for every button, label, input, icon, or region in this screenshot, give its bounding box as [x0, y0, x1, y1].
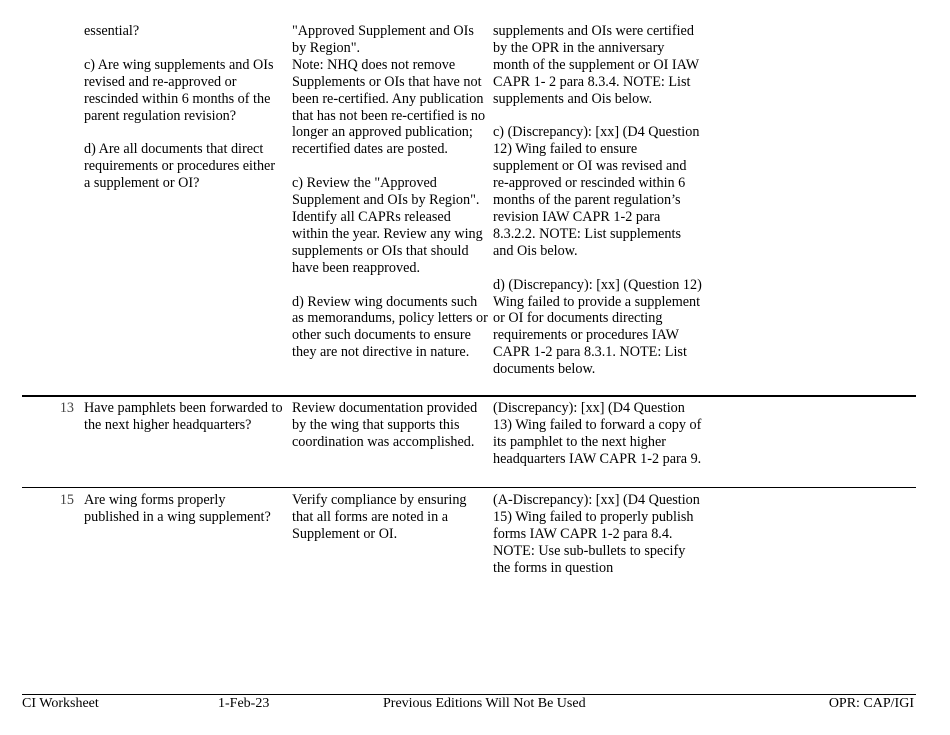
- question-text: essential? c) Are wing supplements and OIs revised and re-approved or rescinded within 6 months of the parent regulation revision? d) Are all documents that direct requirements or procedures either a supplement or OI?: [84, 23, 276, 192]
- finding-text: (A-Discrepancy): [xx] (D4 Question 15) Wing failed to properly publish forms IAW CAPR 1-2 para 8.4. NOTE: Use sub-bullets to specify the forms in question: [493, 492, 700, 576]
- procedure-text: "Approved Supplement and OIs by Region". Note: NHQ does not remove Supplements or OIs that have not been re-certified. Any publication that has not been re-certified is no longer an approved publication; recertified dates are posted. c) Review the "Approved Supplement and OIs by Region". Identify all CAPRs released within the year. Review any wing supplements or OIs that should have been reapproved. d) Review wing documents such as memorandums, policy letters or other such documents to ensure they are not directive in nature.: [292, 23, 488, 361]
- row-divider: [22, 395, 916, 397]
- footer-divider: [22, 694, 916, 695]
- finding-text: supplements and OIs were certified by the OPR in the anniversary month of the supplement or OI IAW CAPR 1- 2 para 8.3.4. NOTE: List supplements and Ois below. c) (Discrepancy): [xx] (D4 Question 12) Wing failed to ensure supplement or OI was revised and re-approved or rescinded within 6 months of the parent regulation’s revision IAW CAPR 1-2 para 8.3.2.2. NOTE: List supplements and Ois below. d) (Discrepancy): [xx] (Question 12) Wing failed to provide a supplement or OI for documents directing requirements or procedures IAW CAPR 1-2 para 8.3.1. NOTE: List documents below.: [493, 23, 702, 378]
- question-text: Are wing forms properly published in a wing supplement?: [84, 492, 271, 525]
- footer-date: 1-Feb-23: [218, 696, 270, 711]
- finding-text: (Discrepancy): [xx] (D4 Question 13) Wing failed to forward a copy of its pamphlet to the next higher headquarters IAW CAPR 1-2 para 9.: [493, 400, 702, 467]
- question-number: 15: [59, 492, 74, 508]
- footer-opr: OPR: CAP/IGI: [828, 696, 914, 711]
- question-text: Have pamphlets been forwarded to the next higher headquarters?: [84, 400, 283, 433]
- procedure-text: Verify compliance by ensuring that all forms are noted in a Supplement or OI.: [292, 492, 467, 542]
- question-number: 13: [59, 400, 74, 416]
- footer-form-name: CI Worksheet: [22, 696, 99, 711]
- row-divider: [22, 487, 916, 488]
- footer-notice: Previous Editions Will Not Be Used: [383, 696, 586, 711]
- procedure-text: Review documentation provided by the wing that supports this coordination was accomplished.: [292, 400, 478, 450]
